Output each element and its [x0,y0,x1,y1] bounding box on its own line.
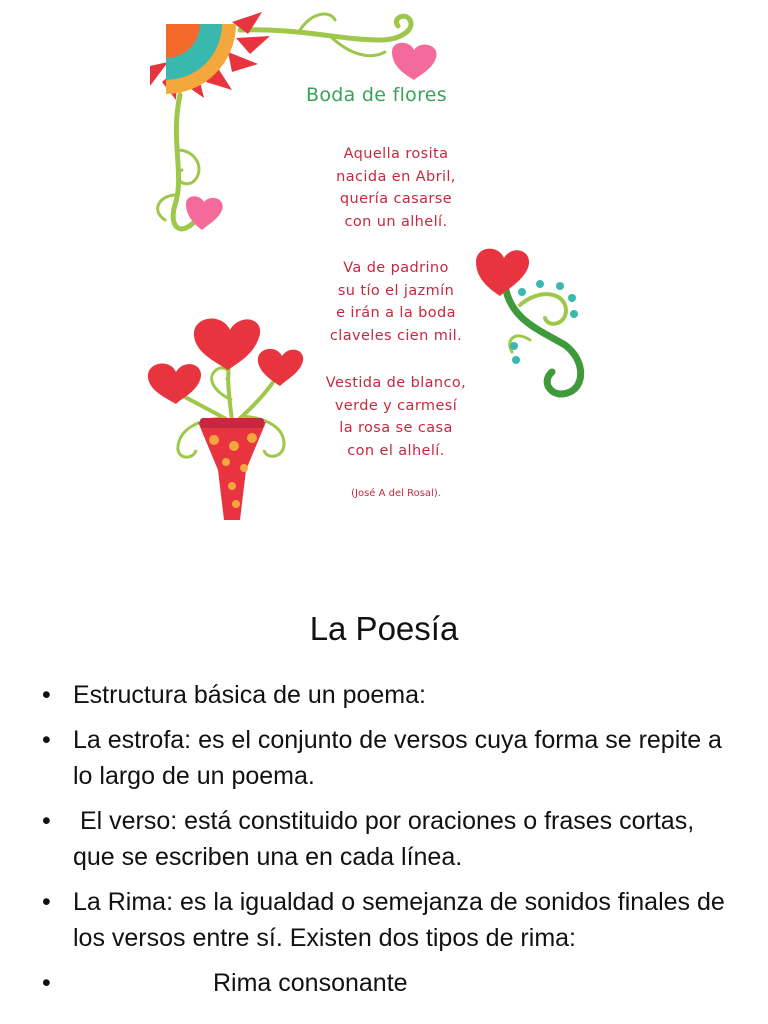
flower-vase-icon [148,319,303,520]
poem-line: verde y carmesí [334,397,458,414]
bullet-item [42,722,742,794]
bullet-marker: • [42,726,51,754]
poem-line: quería casarse [339,191,453,207]
poem-line: Aquella rosita [343,146,449,162]
bullet-item [42,965,742,1001]
poem-line: su tío el jazmín [337,282,455,299]
poem-line: Vestida de blanco, [325,375,467,391]
bullet-item [42,803,742,875]
poem-line: nacida en Abril, [336,168,456,185]
poem-stanza [286,257,506,347]
bullet-text: Rima consonante [213,969,408,997]
bullet-item [42,677,742,713]
poem-line: la rosa se casa [339,420,453,436]
bullet-item [42,884,742,956]
poem-line: claveles cien mil. [329,327,463,344]
bullet-marker: • [42,807,51,835]
bullet-marker: • [42,969,51,997]
slide-title: La Poesía [309,610,459,647]
poem-line: con un alhelí. [344,213,448,230]
poem-author: (José A del Rosal). [351,488,441,499]
poem-stanza [286,143,506,233]
poem-line: Va de padrino [343,260,449,276]
poem-line: con el alhelí. [347,442,445,459]
bullet-text: La Rima: es la igualdad o semejanza de sonidos finales de los versos entre sí. Existen dos tipos de rima: [73,888,725,952]
poem-stanza [286,372,506,462]
bullet-text: Estructura básica de un poema: [73,681,426,709]
bullet-text: La estrofa: es el conjunto de versos cuya forma se repite a lo largo de un poema. [73,726,722,790]
poem-line: e irán a la boda [336,305,456,321]
bullet-marker: • [42,888,51,916]
poem-title: Boda de flores [306,84,447,106]
bullet-list [42,677,742,1010]
bullet-text: El verso: está constituido por oraciones o frases cortas, que se escriben una en cada línea. [73,807,702,871]
bullet-marker: • [42,681,51,709]
